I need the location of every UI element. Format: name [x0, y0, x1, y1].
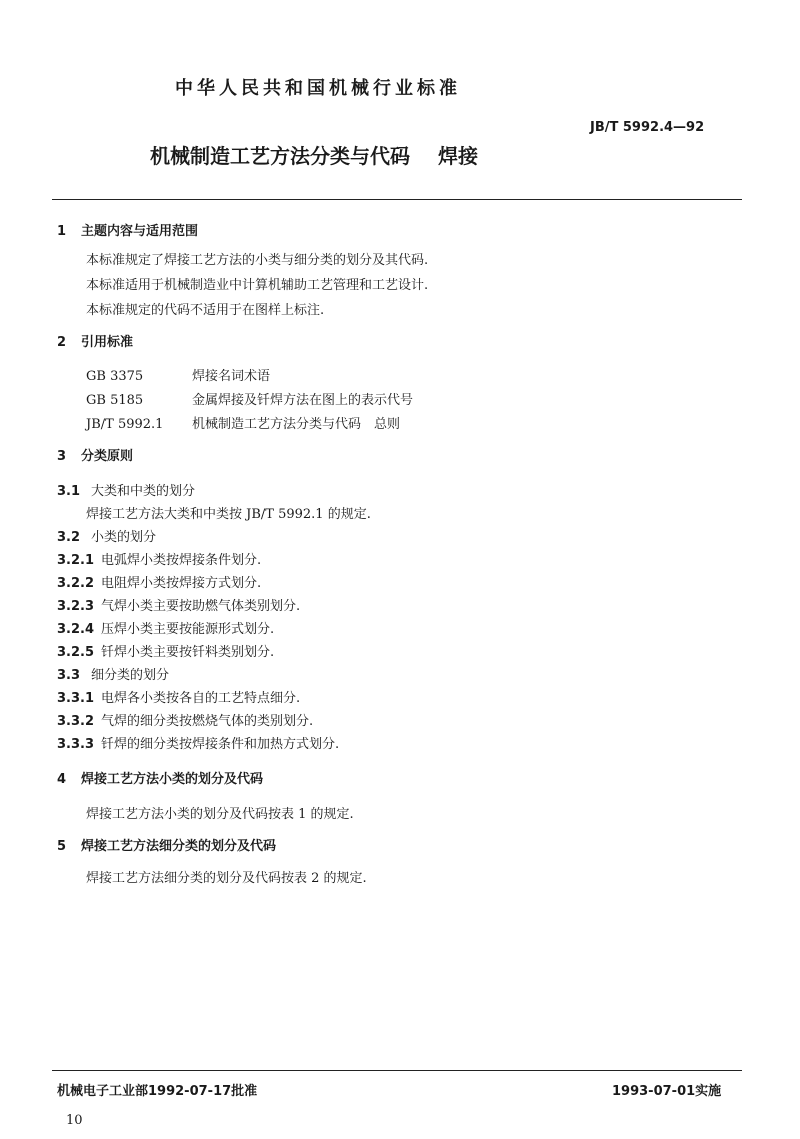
section-4-heading	[57, 768, 263, 787]
clause-number: 3.2.5	[57, 645, 95, 660]
clause-text: 电阻焊小类按焊接方式划分.	[101, 576, 262, 591]
clause-text: 焊接工艺方法大类和中类按 JB/T 5992.1 的规定.	[86, 507, 371, 522]
document-title	[150, 140, 478, 169]
section-title: 焊接工艺方法细分类的划分及代码	[81, 839, 277, 854]
clause-text: 钎焊小类主要按钎料类别划分.	[101, 645, 275, 660]
paragraph: 本标准规定的代码不适用于在图样上标注.	[86, 303, 325, 318]
clause-number: 3.2.2	[57, 576, 95, 591]
reference-row	[86, 365, 270, 384]
clause-number: 3.2	[57, 530, 81, 545]
reference-row	[86, 389, 413, 408]
clause	[57, 480, 195, 499]
clause	[57, 710, 313, 729]
effective-date: 1993-07-01实施	[612, 1084, 722, 1099]
page-number: 10	[66, 1113, 83, 1128]
clause-text: 钎焊的细分类按焊接条件和加热方式划分.	[101, 737, 340, 752]
clause	[86, 503, 371, 522]
org-title: 中华人民共和国机械行业标准	[175, 78, 461, 99]
clause	[57, 595, 300, 614]
standard-code: JB/T 5992.4—92	[590, 120, 705, 135]
section-number: 2	[57, 335, 67, 350]
paragraph: 本标准规定了焊接工艺方法的小类与细分类的划分及其代码.	[86, 253, 429, 268]
section-number: 1	[57, 224, 67, 239]
clause-number: 3.3	[57, 668, 81, 683]
reference-code: JB/T 5992.1	[86, 417, 164, 432]
section-number: 5	[57, 839, 67, 854]
section-title: 焊接工艺方法小类的划分及代码	[81, 772, 264, 787]
clause	[57, 572, 261, 591]
clause-text: 细分类的划分	[91, 668, 170, 683]
clause-text: 气焊的细分类按燃烧气体的类别划分.	[101, 714, 314, 729]
paragraph: 本标准适用于机械制造业中计算机辅助工艺管理和工艺设计.	[86, 278, 429, 293]
clause-number: 3.2.1	[57, 553, 95, 568]
reference-name: 金属焊接及钎焊方法在图上的表示代号	[192, 393, 414, 408]
clause-text: 大类和中类的划分	[91, 484, 196, 499]
clause	[57, 526, 156, 545]
clause-number: 3.1	[57, 484, 81, 499]
clause-text: 小类的划分	[91, 530, 157, 545]
clause-number: 3.3.3	[57, 737, 95, 752]
reference-row	[86, 413, 400, 432]
section-title: 引用标准	[81, 335, 134, 350]
approval-line: 机械电子工业部1992-07-17批准	[57, 1084, 258, 1099]
clause-number: 3.3.2	[57, 714, 95, 729]
section-title: 分类原则	[81, 449, 134, 464]
section-5-heading	[57, 835, 276, 854]
clause-text: 电弧焊小类按焊接条件划分.	[101, 553, 262, 568]
section-3-heading	[57, 445, 133, 464]
clause	[57, 641, 274, 660]
clause-number: 3.3.1	[57, 691, 95, 706]
clause-text: 电焊各小类按各自的工艺特点细分.	[101, 691, 301, 706]
section-2-heading	[57, 331, 133, 350]
reference-code: GB 3375	[86, 369, 144, 384]
reference-code: GB 5185	[86, 393, 144, 408]
clause	[57, 549, 261, 568]
reference-name: 焊接名词术语	[192, 369, 271, 384]
section-number: 3	[57, 449, 67, 464]
section-title: 主题内容与适用范围	[81, 224, 199, 239]
clause-text: 气焊小类主要按助燃气体类别划分.	[101, 599, 301, 614]
document-title-sub: 焊接	[438, 144, 478, 168]
clause	[57, 687, 300, 706]
clause-number: 3.2.3	[57, 599, 95, 614]
clause	[57, 664, 169, 683]
section-1-heading	[57, 220, 198, 239]
reference-name: 机械制造工艺方法分类与代码 总则	[192, 417, 401, 432]
paragraph: 焊接工艺方法小类的划分及代码按表 1 的规定.	[86, 807, 354, 822]
footer-rule	[52, 1070, 742, 1071]
header-rule	[52, 199, 742, 200]
clause	[57, 618, 274, 637]
paragraph: 焊接工艺方法细分类的划分及代码按表 2 的规定.	[86, 871, 367, 886]
section-number: 4	[57, 772, 67, 787]
clause	[57, 733, 339, 752]
clause-number: 3.2.4	[57, 622, 95, 637]
clause-text: 压焊小类主要按能源形式划分.	[101, 622, 275, 637]
document-title-main: 机械制造工艺方法分类与代码	[150, 144, 410, 168]
